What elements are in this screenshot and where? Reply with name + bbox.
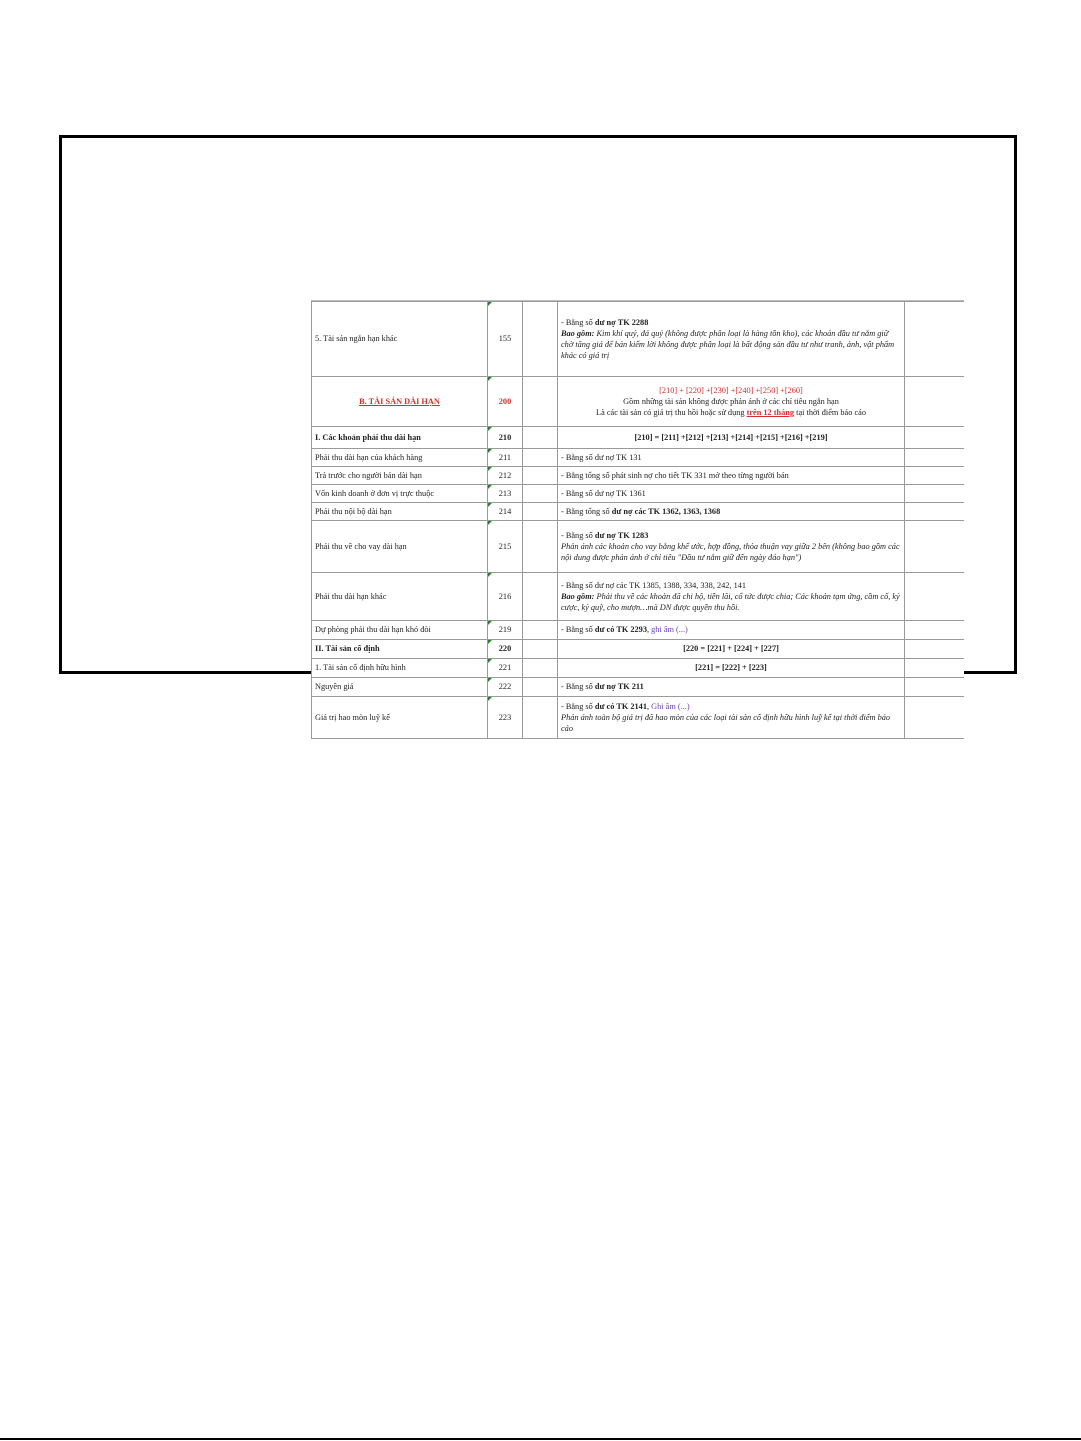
formula: [221] = [222] + [223] bbox=[558, 659, 905, 678]
row-code: 211 bbox=[488, 449, 523, 467]
row-name: Nguyên giá bbox=[312, 678, 488, 697]
section-heading: B. TÀI SẢN DÀI HẠN bbox=[312, 377, 488, 427]
table-row bbox=[312, 640, 965, 659]
desc-text: Phản ánh toàn bộ giá trị đã hao mòn của các loại tài sản cố định hữu hình luỹ kế tại thời điểm báo cáo bbox=[561, 712, 891, 734]
blank-cell bbox=[905, 427, 965, 449]
desc-bold: dư có TK 2293 bbox=[594, 625, 647, 635]
row-code: 219 bbox=[488, 621, 523, 640]
desc-text: - Bằng số bbox=[561, 317, 595, 327]
desc-text: , bbox=[646, 625, 652, 635]
accounts-table bbox=[311, 301, 964, 739]
blank-cell bbox=[523, 427, 558, 449]
blank-cell bbox=[523, 485, 558, 503]
row-name: I. Các khoản phải thu dài hạn bbox=[312, 427, 488, 449]
desc-text: - Bằng tổng số bbox=[561, 506, 612, 516]
desc-note: Ghi âm (...) bbox=[651, 701, 690, 711]
row-name: 5. Tài sản ngắn hạn khác bbox=[312, 302, 488, 377]
row-description bbox=[558, 377, 905, 427]
row-name: Phải thu dài hạn của khách hàng bbox=[312, 449, 488, 467]
table-row bbox=[312, 521, 965, 573]
blank-cell bbox=[523, 678, 558, 697]
row-description bbox=[558, 678, 905, 697]
row-code: 213 bbox=[488, 485, 523, 503]
table-row bbox=[312, 302, 965, 377]
row-code: 210 bbox=[488, 427, 523, 449]
row-name: Trả trước cho người bán dài hạn bbox=[312, 467, 488, 485]
desc-text: Kim khí quý, đá quý (không được phân loại là hàng tồn kho), các khoản đầu tư nắm giữ chờ tăng giá để bán kiếm lời không được phân loại là bất động sản đầu tư như tranh, ảnh, vật phẩm khác có giá trị bbox=[561, 328, 895, 361]
desc-text: - Bằng số bbox=[561, 682, 595, 692]
blank-cell bbox=[905, 485, 965, 503]
row-description: - Bằng tổng số phát sinh nợ cho tiết TK 331 mở theo từng người bán bbox=[558, 467, 905, 485]
blank-cell bbox=[905, 697, 965, 739]
desc-text: tại thời điểm báo cáo bbox=[794, 408, 866, 418]
blank-cell bbox=[905, 640, 965, 659]
table-row bbox=[312, 485, 965, 503]
row-code: 212 bbox=[488, 467, 523, 485]
blank-cell bbox=[523, 521, 558, 573]
table-row bbox=[312, 377, 965, 427]
blank-cell bbox=[523, 377, 558, 427]
blank-cell bbox=[905, 449, 965, 467]
row-description bbox=[558, 573, 905, 621]
blank-cell bbox=[523, 640, 558, 659]
formula: [210] + [220] +[230] +[240] +[250] +[260] bbox=[659, 385, 803, 395]
desc-text: Là các tài sản có giá trị thu hồi hoặc sử dụng bbox=[596, 408, 747, 418]
row-code: 221 bbox=[488, 659, 523, 678]
desc-bold: dư có TK 2141 bbox=[594, 701, 647, 711]
desc-label: Bao gồm: bbox=[561, 591, 595, 601]
blank-cell bbox=[523, 573, 558, 621]
blank-cell bbox=[905, 467, 965, 485]
row-code: 200 bbox=[488, 377, 523, 427]
blank-cell bbox=[523, 621, 558, 640]
row-name: Phải thu về cho vay dài hạn bbox=[312, 521, 488, 573]
desc-bold: dư nợ TK 211 bbox=[594, 682, 644, 692]
row-code: 222 bbox=[488, 678, 523, 697]
table-row bbox=[312, 427, 965, 449]
desc-highlight: trên 12 tháng bbox=[746, 408, 795, 418]
desc-note: ghi âm (...) bbox=[651, 625, 688, 635]
blank-cell bbox=[523, 659, 558, 678]
blank-cell bbox=[905, 659, 965, 678]
row-code: 155 bbox=[488, 302, 523, 377]
row-description: - Bằng số dư nợ TK 1361 bbox=[558, 485, 905, 503]
table-row bbox=[312, 467, 965, 485]
table-row bbox=[312, 659, 965, 678]
row-name: Phải thu nội bộ dài hạn bbox=[312, 503, 488, 521]
desc-bold: dư nợ TK 2288 bbox=[594, 317, 649, 327]
blank-cell bbox=[523, 302, 558, 377]
table-row bbox=[312, 573, 965, 621]
row-description: - Bằng số dư nợ TK 131 bbox=[558, 449, 905, 467]
desc-bold: dư nợ các TK 1362, 1363, 1368 bbox=[611, 506, 721, 516]
table-row bbox=[312, 449, 965, 467]
formula: [210] = [211] +[212] +[213] +[214] +[215] +[216] +[219] bbox=[558, 427, 905, 449]
blank-cell bbox=[523, 697, 558, 739]
desc-label: Bao gồm: bbox=[561, 328, 595, 338]
row-description bbox=[558, 697, 905, 739]
desc-text: - Bằng số bbox=[561, 701, 595, 711]
row-name: 1. Tài sản cố định hữu hình bbox=[312, 659, 488, 678]
blank-cell bbox=[905, 621, 965, 640]
blank-cell bbox=[905, 521, 965, 573]
desc-text: - Bằng số bbox=[561, 625, 595, 635]
balance-sheet-table bbox=[311, 300, 964, 748]
row-name: Giá trị hao mòn luỹ kế bbox=[312, 697, 488, 739]
formula: [220 = [221] + [224] + [227] bbox=[558, 640, 905, 659]
table-row bbox=[312, 678, 965, 697]
desc-text: Gồm những tài sản không được phản ánh ở các chỉ tiêu ngắn hạn bbox=[623, 396, 839, 406]
table-row bbox=[312, 503, 965, 521]
desc-text: - Bằng số bbox=[561, 530, 595, 540]
desc-text: , bbox=[646, 701, 652, 711]
blank-cell bbox=[523, 467, 558, 485]
blank-cell bbox=[523, 503, 558, 521]
bottom-rule bbox=[0, 1438, 1081, 1440]
row-name: Dự phòng phải thu dài hạn khó đòi bbox=[312, 621, 488, 640]
desc-bold: dư nợ TK 1283 bbox=[594, 530, 649, 540]
table-row bbox=[312, 621, 965, 640]
row-name: II. Tài sản cố định bbox=[312, 640, 488, 659]
table-row bbox=[312, 697, 965, 739]
desc-text: Phải thu về các khoản đã chi hộ, tiền lãi, cổ tức được chia; Các khoản tạm ứng, cầm cố, ký cược, ký quỹ, cho mượn…mà DN được quyền thu hồi. bbox=[561, 591, 900, 613]
desc-text: - Bằng số dư nợ các TK 1385, 1388, 334, 338, 242, 141 bbox=[561, 580, 747, 590]
row-description bbox=[558, 302, 905, 377]
blank-cell bbox=[905, 377, 965, 427]
blank-cell bbox=[523, 449, 558, 467]
row-code: 214 bbox=[488, 503, 523, 521]
desc-text: Phản ánh các khoản cho vay bằng khế ước, hợp đồng, thỏa thuận vay giữa 2 bên (không bao gồm các nội dung được phản ánh ở chỉ tiêu "Đầu tư nắm giữ đến ngày đáo hạn") bbox=[561, 541, 900, 563]
row-code: 216 bbox=[488, 573, 523, 621]
blank-cell bbox=[905, 503, 965, 521]
row-description bbox=[558, 521, 905, 573]
row-name: Phải thu dài hạn khác bbox=[312, 573, 488, 621]
blank-cell bbox=[905, 678, 965, 697]
row-description bbox=[558, 621, 905, 640]
blank-cell bbox=[905, 573, 965, 621]
row-code: 220 bbox=[488, 640, 523, 659]
row-code: 223 bbox=[488, 697, 523, 739]
blank-cell bbox=[905, 302, 965, 377]
row-code: 215 bbox=[488, 521, 523, 573]
row-description bbox=[558, 503, 905, 521]
row-name: Vốn kinh doanh ở đơn vị trực thuộc bbox=[312, 485, 488, 503]
